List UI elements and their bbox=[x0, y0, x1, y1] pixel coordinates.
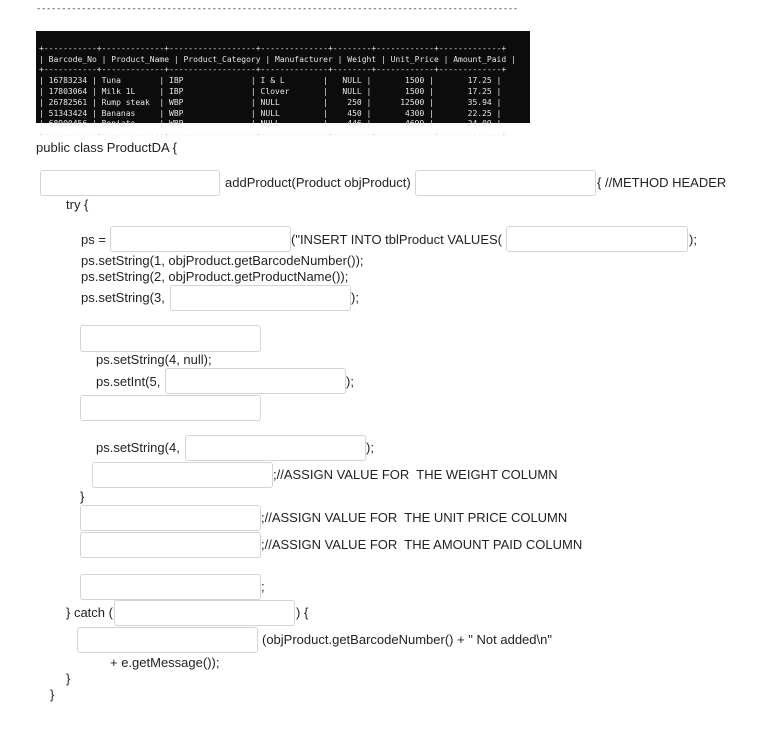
unit-price-assign-input[interactable] bbox=[80, 505, 261, 531]
query-result-table bbox=[36, 31, 530, 140]
catch-close: ) { bbox=[296, 605, 309, 620]
close-paren: ); bbox=[366, 440, 374, 455]
amount-paid-assign-input[interactable] bbox=[80, 532, 261, 558]
table-row: | 68900456 | Boniato | WBP | NULL | 446 | 4699 | 24.09 | bbox=[39, 119, 502, 129]
set-string-4-null: ps.setString(4, null); bbox=[96, 352, 212, 367]
weight-value-input[interactable] bbox=[165, 368, 346, 394]
insert-sql-text: ("INSERT INTO tblProduct VALUES( bbox=[291, 232, 502, 247]
weight-comment: ;//ASSIGN VALUE FOR THE WEIGHT COLUMN bbox=[273, 467, 558, 482]
inner-close-brace: } bbox=[66, 671, 71, 686]
class-header: public class ProductDA { bbox=[36, 140, 177, 155]
access-modifier-input[interactable] bbox=[40, 170, 220, 196]
set-string-3: ps.setString(3, bbox=[81, 290, 165, 305]
try-keyword: try { bbox=[66, 197, 89, 212]
table-row: | 26782561 | Rump steak | WBP | NULL | 250 | 12500 | 35.94 | bbox=[39, 97, 502, 107]
sql-values-input[interactable] bbox=[506, 226, 688, 252]
weight-assign-input[interactable] bbox=[92, 462, 273, 488]
category-value-input[interactable] bbox=[170, 285, 351, 311]
else-statement-input[interactable] bbox=[80, 395, 261, 421]
error-output-input[interactable] bbox=[77, 627, 258, 653]
get-message-text: + e.getMessage()); bbox=[110, 655, 220, 670]
set-int-5: ps.setInt(5, bbox=[96, 374, 161, 389]
close-brace: } bbox=[80, 489, 85, 504]
method-header-comment: { //METHOD HEADER bbox=[597, 175, 727, 190]
table-border: +-----------+-------------+------------------+--------------+--------+------------+-------------+ bbox=[39, 43, 507, 53]
semicolon: ; bbox=[261, 579, 265, 594]
set-string-2: ps.setString(2, objProduct.getProductName()); bbox=[81, 269, 349, 284]
separator-line: ------------------------------------------------------------------------------------------------ bbox=[36, 4, 518, 14]
table-row: | 16783234 | Tuna | IBP | I & L | NULL | 1500 | 17.25 | bbox=[39, 76, 502, 86]
connection-prepare-input[interactable] bbox=[110, 226, 291, 252]
table-border: +-----------+-------------+------------------+--------------+--------+------------+-------------+ bbox=[39, 65, 507, 75]
manufacturer-value-input[interactable] bbox=[185, 435, 366, 461]
set-string-4: ps.setString(4, bbox=[96, 440, 180, 455]
close-paren: ); bbox=[351, 290, 359, 305]
amount-paid-comment: ;//ASSIGN VALUE FOR THE AMOUNT PAID COLUMN bbox=[261, 537, 583, 552]
not-added-text: (objProduct.getBarcodeNumber() + " Not added\n" bbox=[262, 632, 552, 647]
throws-clause-input[interactable] bbox=[415, 170, 596, 196]
ps-assign: ps = bbox=[81, 232, 106, 247]
table-row: | 17803064 | Milk 1L | IBP | Clover | NULL | 1500 | 17.25 | bbox=[39, 86, 502, 96]
exception-type-input[interactable] bbox=[114, 600, 295, 626]
close-paren: ); bbox=[346, 374, 354, 389]
unit-price-comment: ;//ASSIGN VALUE FOR THE UNIT PRICE COLUMN bbox=[261, 510, 568, 525]
table-border: +-----------+-------------+------------------+--------------+--------+------------+-------------+ bbox=[39, 130, 507, 140]
if-statement-input[interactable] bbox=[80, 325, 261, 352]
execute-update-input[interactable] bbox=[80, 574, 261, 600]
close-paren: ); bbox=[689, 232, 697, 247]
method-signature: addProduct(Product objProduct) bbox=[225, 175, 411, 190]
outer-close-brace: } bbox=[50, 687, 55, 702]
table-row: | 51343424 | Bananas | WBP | NULL | 450 | 4300 | 22.25 | bbox=[39, 108, 502, 118]
table-header-row: | Barcode_No | Product_Name | Product_Category | Manufacturer | Weight | Unit_Price | Amount_Paid | bbox=[39, 54, 516, 64]
set-string-1: ps.setString(1, objProduct.getBarcodeNumber()); bbox=[81, 253, 364, 268]
catch-keyword: } catch ( bbox=[66, 605, 113, 620]
